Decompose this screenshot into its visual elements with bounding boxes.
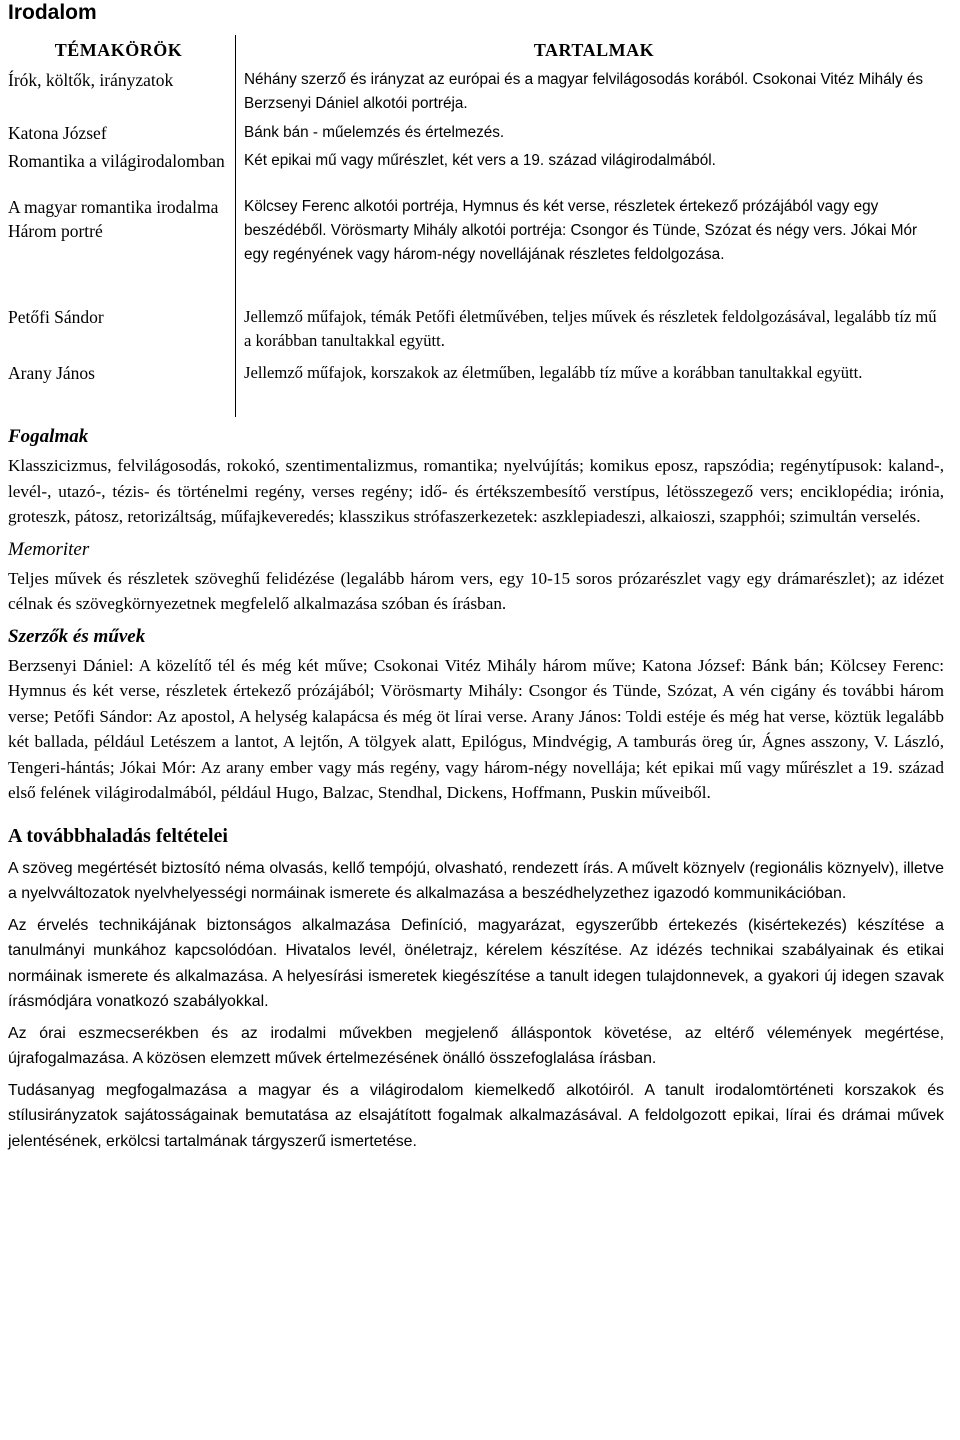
topic-cell: Petőfi Sándor: [8, 307, 104, 327]
content-cell: Bánk bán - műelemzés és értelmezés.: [244, 124, 505, 141]
page-title: Irodalom: [8, 1, 97, 24]
content-cell: Kölcsey Ferenc alkotói portréja, Hymnus és két verse, részletek értekező prózájából vagy egy beszédéből. Vörösmarty Mihály alkotói portréja: Csongor és Tünde, Szózat és négy vers. Jókai Mór egy regényének vagy három-négy novellájának részletes feldolgozása.: [244, 198, 918, 263]
tovabbhaladas-paragraph: Az órai eszmecserékben és az irodalmi művekben megjelenő álláspontok követése, az eltérő vélemények megértése, újrafogalmazása. A közösen elemzett művek értelmezésének önálló összefoglalása írásban.: [8, 1024, 944, 1067]
document-page: [8, 0, 944, 1160]
content-cell: Jellemző műfajok, témák Petőfi életművében, teljes művek és részletek feldolgozásával, legalább tíz mű a korábban tanultakkal együtt.: [244, 307, 937, 350]
tovabbhaladas-paragraph: A szöveg megértését biztosító néma olvasás, kellő tempójú, olvasható, rendezett írás. A művelt köznyelv (regionális köznyelv), illetve a nyelvváltozatok nyelvhelyességi normáinak ismerete és alkalmazása a beszédhelyzethez igazodó kommunikációban.: [8, 859, 944, 902]
topics-column: [8, 35, 236, 417]
tovabbhaladas-paragraph: Az érvelés technikájának biztonságos alkalmazása Definíció, magyarázat, egyszerűbb értekezés (kisértekezés) készítése a tanulmányi munkához kapcsolódóan. Hivatalos levél, önéletrajz, kérelem készítése. Az idézés technikai szabályainak és etikai normáinak ismerete és alkalmazása. A helyesírási ismeretek kiegészítése a tanult idegen tulajdonnevek, a gyakori új idegen szavak írásmódjára vonatkozó szabályokkal.: [8, 916, 944, 1010]
topics-header: TÉMAKÖRÖK: [54, 40, 183, 60]
content-cell: Két epikai mű vagy műrészlet, két vers a 19. század világirodalmából.: [244, 152, 716, 169]
content-cell: Jellemző műfajok, korszakok az életműben, legalább tíz műve a korábban tanultakkal együtt.: [244, 363, 863, 382]
content-cell: Néhány szerző és irányzat az európai és a magyar felvilágosodás korából. Csokonai Vitéz Mihály és Berzsenyi Dániel alkotói portréja.: [244, 71, 924, 112]
tovabbhaladas-paragraph: Tudásanyag megfogalmazása a magyar és a világirodalom kiemelkedő alkotóiról. A tanult irodalomtörténeti korszakok és stílusirányzatok sajátosságainak bemutatása az elsajátított fogalmak alkalmazásával. A feldolgozott epikai, lírai és drámai művek jelentésének, erkölcsi tartalmának tárgyszerű ismertetése.: [8, 1081, 944, 1150]
contents-header: TARTALMAK: [533, 40, 655, 60]
topic-cell: Romantika a világirodalomban: [8, 151, 225, 171]
topic-cell: Katona József: [8, 123, 107, 143]
fogalmak-heading: Fogalmak: [8, 426, 89, 447]
memoriter-heading: Memoriter: [8, 538, 90, 560]
tovabbhaladas-heading: A továbbhaladás feltételei: [8, 824, 228, 847]
topic-cell: Írók, költők, irányzatok: [8, 70, 174, 90]
topic-cell: A magyar romantika irodalma Három portré: [8, 197, 219, 241]
topic-cell: Arany János: [8, 363, 95, 383]
contents-column: [236, 35, 944, 417]
memoriter-text: Teljes művek és részletek szöveghű felidézése (legalább három vers, egy 10-15 soros prózarészlet vagy egy drámarészlet); az idézet célnak és szövegkörnyezetnek megfelelő alkalmazása szóban és írásban.: [8, 568, 944, 613]
szerzok-heading: Szerzők és művek: [8, 625, 146, 647]
szerzok-text: Berzsenyi Dániel: A közelítő tél és még két műve; Csokonai Vitéz Mihály három műve; Katona József: Bánk bán; Kölcsey Ferenc: Hymnus és két verse, részletek értekező prózájából; Vörösmarty Mihály: Csongor és Tünde, Szózat, A vén cigány és további három verse; Petőfi Sándor: Az apostol, A helység kalapácsa és még öt lírai verse. Arany János: Toldi estéje és még hat verse, köztük legalább két ballada, például Letészem a lantot, A lejtőn, A tölgyek alatt, Epilógus, Mindvégig, A tamburás öreg úr, Ágnes asszony, V. László, Tengeri-hántás; Jókai Mór: Az arany ember vagy más regény, vagy három-négy novellája; két epikai mű vagy műrészlet a 19. század első felének világirodalmából, például Hugo, Balzac, Stendhal, Dickens, Hoffmann, Puskin műveiből.: [8, 655, 944, 802]
topics-table: [8, 35, 944, 417]
fogalmak-text: Klasszicizmus, felvilágosodás, rokokó, szentimentalizmus, romantika; nyelvújítás; komikus eposz, rapszódia; regénytípusok: kaland-, levél-, utazó-, tézis- és történelmi regény, verses regény; idő- és értékszembesítő verstípus, létösszegező vers; enciklopédia; irónia, groteszk, pátosz, retorizáltság, műfajkeveredés; klasszikus strófaszerkezetek: aszklepiadeszi, alkaioszi, szapphói; szimultán verselés.: [8, 456, 944, 526]
